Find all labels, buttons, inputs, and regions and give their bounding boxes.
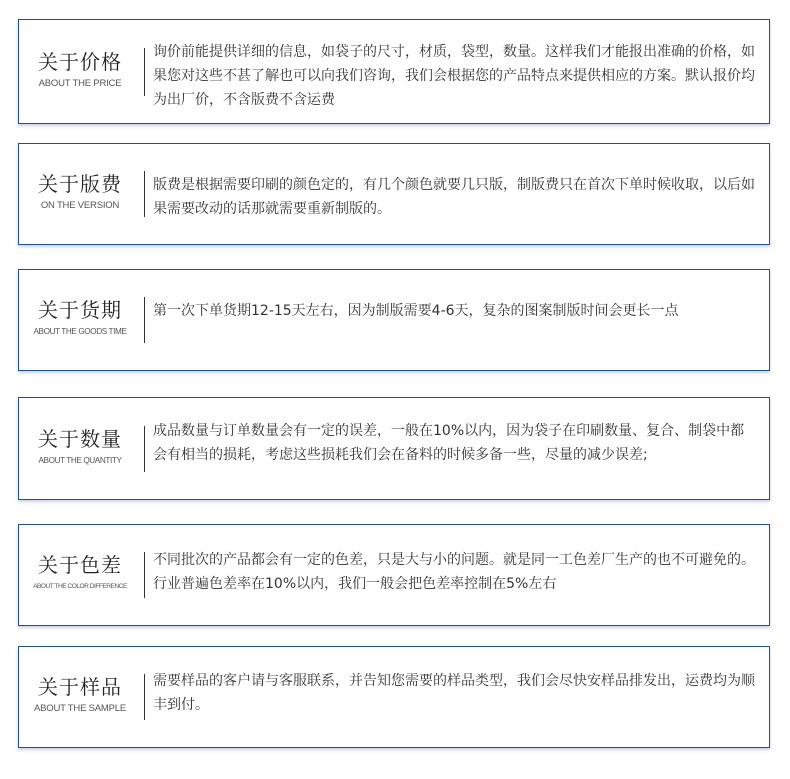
card-divider xyxy=(144,297,145,343)
card-divider xyxy=(144,552,145,598)
card-divider xyxy=(144,426,145,472)
card-description: 询价前能提供详细的信息，如袋子的尺寸，材质，袋型，数量。这样我们才能报出准确的价格，如果您对这些不甚了解也可以向我们咨询，我们会根据您的产品特点来提供相应的方案。默认报价均为出厂价，不含版费不含运费 xyxy=(153,44,755,108)
card-subtitle: ABOUT THE SAMPLE xyxy=(33,703,126,714)
card-description: 成品数量与订单数量会有一定的误差，一般在10%以内，因为袋子在印刷数量、复合、制袋中都会有相当的损耗，考虑这些损耗我们会在备料的时候多备一些，尽量的减少误差; xyxy=(153,423,745,463)
info-card-version xyxy=(18,143,770,245)
card-title: 关于样品 xyxy=(38,675,122,699)
card-description: 第一次下单货期12-15天左右，因为制版需要4-6天，复杂的图案制版时间会更长一点 xyxy=(153,303,679,319)
card-title: 关于色差 xyxy=(38,553,122,577)
card-divider xyxy=(144,48,145,96)
card-label xyxy=(19,49,141,90)
card-title: 关于价格 xyxy=(38,50,122,74)
card-divider xyxy=(144,674,145,720)
card-description: 需要样品的客户请与客服联系，并告知您需要的样品类型，我们会尽快安样品排发出，运费均为顺丰到付。 xyxy=(153,673,755,713)
card-label xyxy=(19,297,141,338)
card-label xyxy=(19,674,141,715)
card-subtitle: ABOUT THE QUANTITY xyxy=(38,456,122,465)
card-description: 不同批次的产品都会有一定的色差，只是大与小的问题。就是同一工色差厂生产的也不可避免的。行业普遍色差率在10%以内，我们一般会把色差率控制在5%左右 xyxy=(153,552,755,592)
card-title: 关于数量 xyxy=(38,427,122,451)
card-label xyxy=(19,426,141,467)
card-title: 关于版费 xyxy=(38,172,122,196)
card-subtitle: ABOUT THE GOODS TIME xyxy=(33,327,127,336)
info-card-color-difference xyxy=(18,524,770,626)
info-card-price xyxy=(18,19,770,124)
card-subtitle: ON THE VERSION xyxy=(40,200,120,211)
card-description: 版费是根据需要印刷的颜色定的，有几个颜色就要几只版，制版费只在首次下单时候收取，以后如果需要改动的话那就需要重新制版的。 xyxy=(153,177,755,217)
card-label xyxy=(19,552,141,593)
card-subtitle: ABOUT THE COLOR DIFFERENCE xyxy=(33,583,127,590)
card-subtitle: ABOUT THE PRICE xyxy=(38,78,122,89)
info-card-quantity xyxy=(18,397,770,500)
card-title: 关于货期 xyxy=(38,298,122,322)
card-divider xyxy=(144,171,145,217)
info-card-sample xyxy=(18,646,770,748)
info-card-goods-time xyxy=(18,269,770,371)
card-label xyxy=(19,171,141,212)
